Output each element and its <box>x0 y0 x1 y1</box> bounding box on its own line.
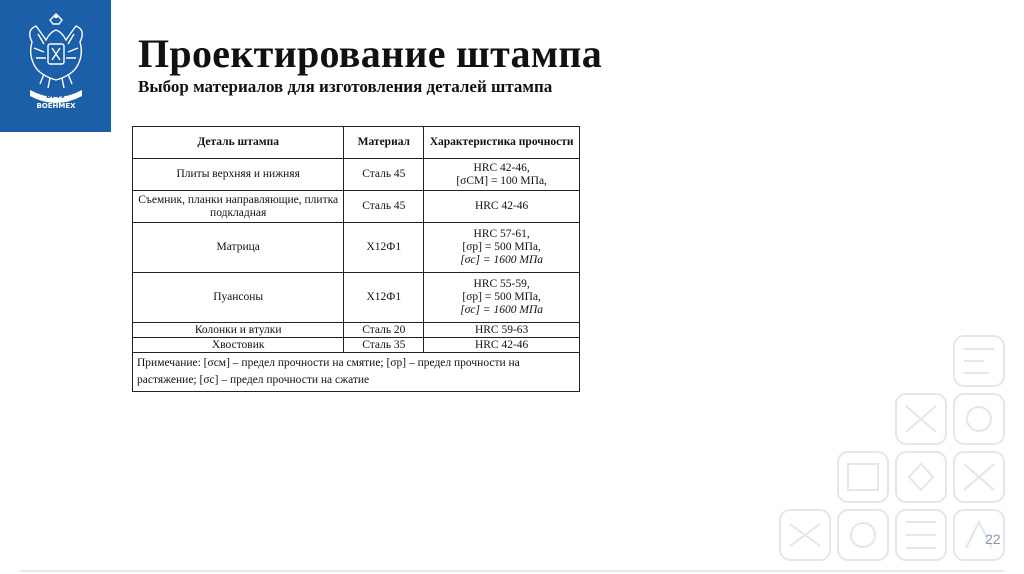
prop-line: HRC 42-46 <box>474 338 529 351</box>
prop-line: HRC 59-63 <box>474 323 529 336</box>
cell-props <box>424 323 580 338</box>
page-title: Проектирование штампа <box>138 31 603 76</box>
table-row <box>133 273 580 323</box>
page-subtitle: Выбор материалов для изготовления деталей штампа <box>138 77 553 96</box>
table-row <box>133 159 580 191</box>
cell-material: Сталь 35 <box>344 338 424 353</box>
prop-line: [σp] = 500 МПа, <box>462 291 541 303</box>
cell-part: Матрица <box>133 223 344 273</box>
cell-material: Сталь 20 <box>344 323 424 338</box>
table-row <box>133 223 580 273</box>
prop-line: HRC 57-61, <box>473 228 530 240</box>
header-strength: Характеристика прочности <box>424 127 580 159</box>
cell-props <box>424 191 580 223</box>
page-number: 22 <box>985 531 1001 547</box>
logo-block <box>0 0 111 132</box>
cell-material: Сталь 45 <box>344 159 424 191</box>
cell-props <box>424 338 580 353</box>
prop-line: [σc] = 1600 МПа <box>460 254 543 266</box>
cell-material: Сталь 45 <box>344 191 424 223</box>
cell-props <box>424 159 580 191</box>
prop-line: HRC 42-46 <box>474 200 529 212</box>
prop-line: HRC 55-59, <box>473 278 530 290</box>
cell-props <box>424 223 580 273</box>
svg-text:ВОЕНМЕХ: ВОЕНМЕХ <box>36 102 76 110</box>
cell-part: Хвостовик <box>133 338 344 353</box>
cell-part: Колонки и втулки <box>133 323 344 338</box>
table-note-row <box>133 353 580 392</box>
cell-material: Х12Ф1 <box>344 273 424 323</box>
table-header-row <box>133 127 580 159</box>
cell-material: Х12Ф1 <box>344 223 424 273</box>
prop-line: [σp] = 500 МПа, <box>462 241 541 253</box>
table-row <box>133 323 580 338</box>
header-material: Материал <box>344 127 424 159</box>
bottom-divider <box>20 570 1004 572</box>
materials-table <box>132 126 580 392</box>
prop-line: HRC 42-46, <box>473 161 530 174</box>
prop-line: [σCM] = 100 МПа, <box>456 174 547 187</box>
cell-part: Плиты верхняя и нижняя <box>133 159 344 191</box>
prop-line: [σc] = 1600 МПа <box>460 304 543 316</box>
table-row <box>133 191 580 223</box>
university-emblem-icon <box>24 12 88 116</box>
cell-part: Пуансоны <box>133 273 344 323</box>
table-note: Примечание: [σсм] – предел прочности на смятие; [σp] – предел прочности на растяжение; [σc] – предел прочности на сжатие <box>133 353 580 392</box>
table-row <box>133 338 580 353</box>
cell-props <box>424 273 580 323</box>
svg-text:БГТУ: БГТУ <box>46 92 66 100</box>
header-part: Деталь штампа <box>133 127 344 159</box>
cell-part: Съемник, планки направляющие, плитка подкладная <box>133 191 344 223</box>
